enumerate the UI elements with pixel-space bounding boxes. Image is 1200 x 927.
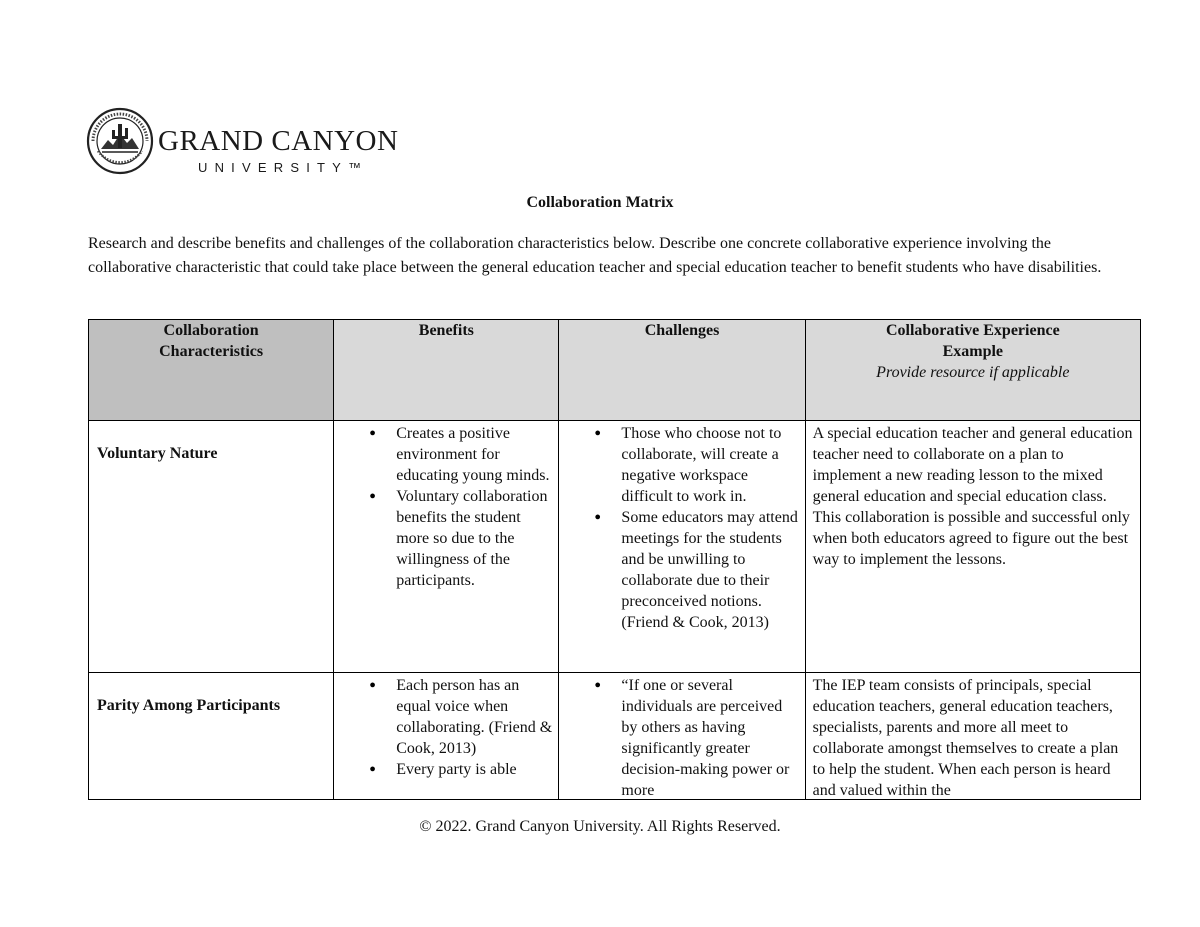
list-item: ● Each person has an equal voice when collaborating. (Friend & Cook, 2013) [334, 675, 558, 759]
challenges-list [559, 673, 804, 799]
benefits-list [334, 673, 558, 780]
example-cell [805, 421, 1140, 673]
copyright-footer: © 2022. Grand Canyon University. All Rights Reserved. [419, 818, 781, 835]
characteristic-cell [89, 673, 334, 800]
header-example-title: Collaborative Experience Example [885, 322, 1060, 360]
characteristic-label: Parity Among Participants [97, 697, 281, 714]
challenges-cell [559, 421, 805, 673]
document-intro: Research and describe benefits and challenges of the collaboration characteristics below. Describe one concrete collaborative experience involving the collaborative characteristic that could take place between the general education teacher and special education teacher to benefit students who have disabilities. [88, 235, 1102, 276]
table-header-row [89, 320, 1141, 421]
example-text: The IEP team consists of principals, special education teachers, general education teachers, specialists, parents and more all meet to collaborate amongst themselves to create a plan to help the student. When each person is heard and valued within the [812, 677, 1119, 799]
list-item: ● “If one or several individuals are perceived by others as having significantly greater decision-making power or more [559, 675, 804, 799]
list-item: ● Some educators may attend meetings for the students and be unwilling to collaborate due to their preconceived notions. (Friend & Cook, 2013) [559, 507, 804, 633]
table-row [89, 673, 1141, 800]
characteristic-label: Voluntary Nature [97, 445, 218, 462]
logo-wordmark-sub: UNIVERSITY™ [198, 160, 369, 175]
document-title: Collaboration Matrix [526, 194, 674, 211]
benefits-cell [334, 421, 559, 673]
header-example-sub: Provide resource if applicable [876, 364, 1070, 381]
header-benefits: Benefits [334, 320, 559, 421]
list-item: ● Voluntary collaboration benefits the student more so due to the willingness of the participants. [334, 486, 558, 591]
list-item: ● Every party is able [334, 759, 558, 780]
challenges-list [559, 421, 804, 633]
benefits-list [334, 421, 558, 591]
characteristic-cell [89, 421, 334, 673]
logo-wordmark: GRAND CANYON [158, 125, 399, 157]
header-challenges: Challenges [559, 320, 805, 421]
challenges-cell [559, 673, 805, 800]
list-item: ● Creates a positive environment for educating young minds. [334, 423, 558, 486]
university-seal-icon [86, 107, 154, 175]
collaboration-matrix-table [88, 319, 1141, 800]
header-example [805, 320, 1140, 421]
example-cell [805, 673, 1140, 800]
header-characteristics: Collaboration Characteristics [89, 320, 334, 421]
table-row [89, 421, 1141, 673]
benefits-cell [334, 673, 559, 800]
list-item: ● Those who choose not to collaborate, will create a negative workspace difficult to work in. [559, 423, 804, 507]
example-text: A special education teacher and general education teacher need to collaborate on a plan to implement a new reading lesson to the mixed general education and special education class. This collaboration is possible and successful only when both educators agreed to figure out the best way to implement the lessons. [812, 425, 1133, 568]
university-logo [86, 107, 399, 177]
